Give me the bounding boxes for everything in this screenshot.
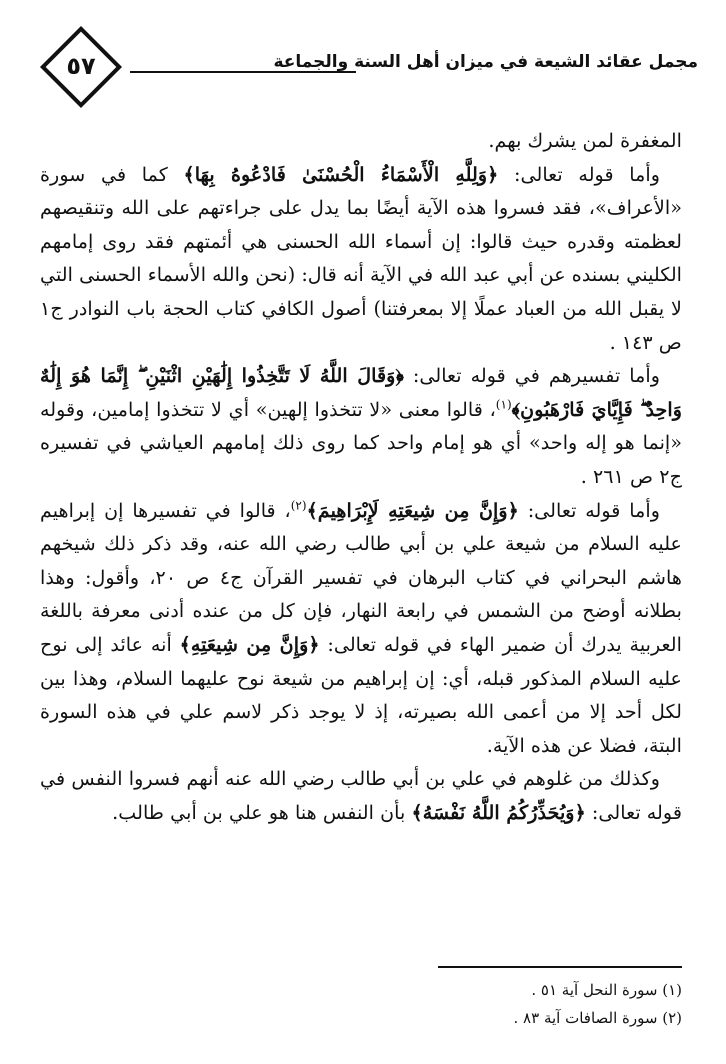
- footnote-1: (١) سورة النحل آية ٥١ .: [531, 981, 682, 999]
- quran-verse-1: ﴿وَلِلَّهِ الْأَسْمَاءُ الْحُسْنَىٰ فَادْعُوهُ بِهَا﴾: [183, 162, 499, 186]
- quran-verse-5: ﴿وَيُحَذِّرُكُمُ اللَّهُ نَفْسَهُ﴾: [411, 800, 586, 824]
- page-number: ٥٧: [66, 52, 96, 80]
- page-header: [30, 38, 700, 98]
- paragraph-3: [40, 359, 682, 493]
- paragraph-5-lead: وكذلك من غلوهم في علي بن أبي طالب رضي الله عنه أنهم فسروا النفس في قوله تعالى:: [40, 767, 682, 824]
- paragraph-3-lead: وأما تفسيرهم في قوله تعالى:: [403, 364, 660, 388]
- paragraph-4-body: ، قالوا في تفسيرها إن إبراهيم عليه السلام من شيعة علي بن أبي طالب رضي الله عنه، وقد ذكر ذلك شيخهم هاشم البحراني في كتاب البرهان في تفسير القرآن ج٤ ص ٢٠، وأقول: وهذا بطلانه أوضح من الشمس في رابعة النهار، فإن كل من عنده أدنى معرفة باللغة العربية يدرك أن ضمير الهاء في قوله تعالى:: [40, 498, 682, 656]
- paragraph-3-body: ، قالوا معنى «لا تتخذوا إلهين» أي لا تتخذوا إمامين، وقوله «إنما هو إله واحد» أي هو إمام واحد كما روى ذلك إمامهم العياشي في تفسيره ج٢ ص ٢٦١ .: [40, 397, 682, 488]
- running-title: مجمل عقائد الشيعة في ميزان أهل السنة والجماعة: [273, 52, 698, 72]
- quran-verse-4: ﴿وَإِنَّ مِن شِيعَتِهِ﴾: [179, 632, 320, 656]
- footnote-separator: [438, 966, 682, 968]
- paragraph-2: [40, 158, 682, 360]
- paragraph-4-end: أنه عائد إلى نوح عليه السلام المذكور قبله، أي: إن إبراهيم من شيعة نوح عليهما السلام، وهذا بين لكل أحد إلا من أعمى الله بصيرته، إذ لا يوجد ذكر لاسم علي في هذه السورة البتة، فضلا عن هذه الآية.: [40, 632, 682, 757]
- footnotes: [262, 976, 682, 1032]
- paragraph-4-lead: وأما قوله تعالى:: [518, 498, 661, 522]
- paragraph-4: [40, 494, 682, 763]
- footnote-2: (٢) سورة الصافات آية ٨٣ .: [513, 1009, 682, 1027]
- paragraph-2-lead: وأما قوله تعالى:: [498, 162, 660, 186]
- paragraph-5-body: بأن النفس هنا هو علي بن أبي طالب.: [112, 800, 412, 824]
- footnote-ref-2: (٢): [290, 498, 307, 513]
- paragraph-1-text: المغفرة لمن يشرك بهم.: [488, 129, 682, 152]
- quran-verse-3: ﴿وَإِنَّ مِن شِيعَتِهِ لَإِبْرَاهِيمَ﴾: [306, 498, 519, 522]
- paragraph-1: [40, 124, 682, 158]
- paragraph-5: [40, 762, 682, 829]
- footnote-ref-1: (١): [495, 397, 512, 412]
- quran-verse-2: ﴿وَقَالَ اللَّهُ لَا تَتَّخِذُوا إِلَٰهَيْنِ اثْنَيْنِ ۖ إِنَّمَا هُوَ إِلَٰهٌ وَاحِدٌ ۖ فَإِيَّايَ فَارْهَبُونِ﴾: [40, 364, 682, 421]
- paragraph-2-body: كما في سورة «الأعراف»، فقد فسروا هذه الآية أيضًا بما يدل على جراءتهم على الله وتنقيصهم لعظمته وقدره حيث قالوا: إن أسماء الله الحسنى هي أئمتهم فقد روى إمامهم الكليني بسنده عن أبي عبد الله في الآية أنه قال: (نحن والله الأسماء الحسنى التي لا يقبل الله من العباد عملًا إلا بمعرفتنا) أصول الكافي كتاب الحجة باب النوادر ج١ ص ١٤٣ .: [40, 162, 682, 354]
- body-text: [40, 124, 682, 829]
